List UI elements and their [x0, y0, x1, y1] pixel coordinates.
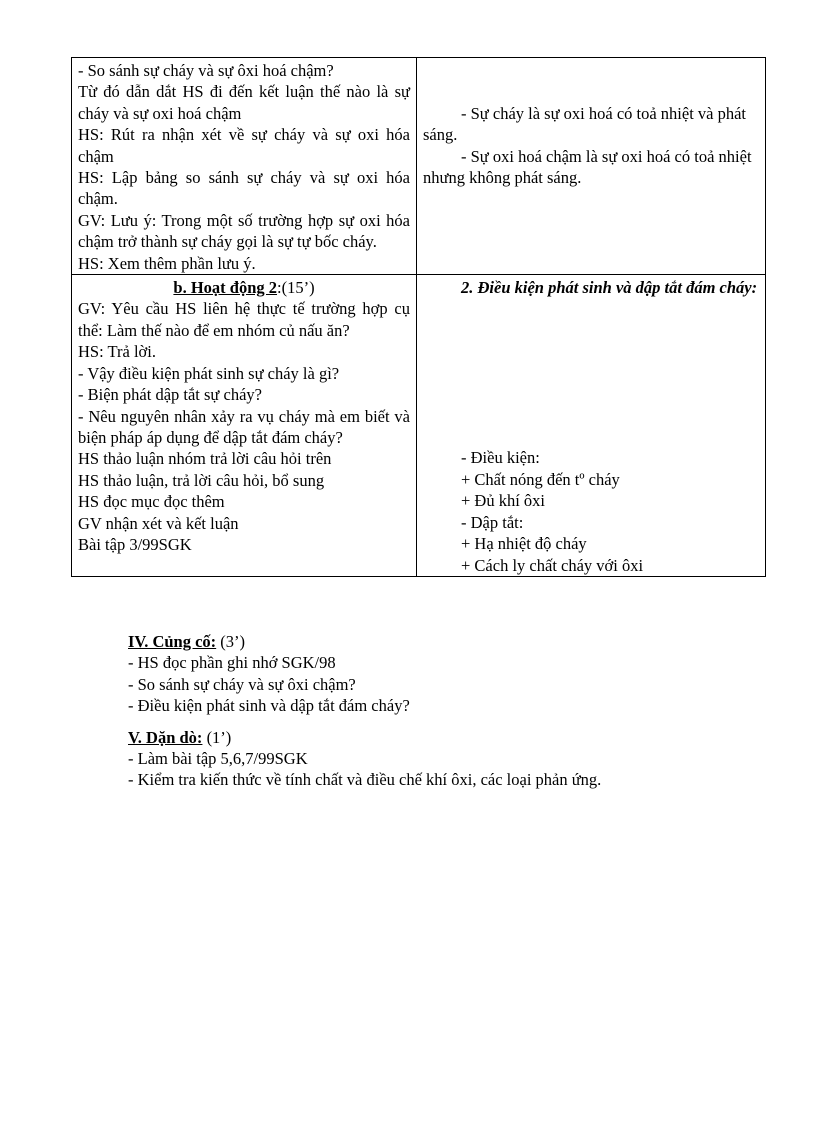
- content-cell: [417, 275, 766, 577]
- section-heading-label: V. Dặn dò:: [128, 727, 203, 747]
- content-cell: [417, 58, 766, 275]
- activity-line: - Nêu nguyên nhân xảy ra vụ cháy mà em biết và biện pháp áp dụng để dập tắt đám cháy?: [78, 406, 410, 447]
- content-line: - Sự cháy là sự oxi hoá có toả nhiệt và phát sáng.: [423, 104, 747, 145]
- content-line: - Điều kiện:: [461, 448, 540, 468]
- activity-line: - So sánh sự cháy và sự ôxi hoá chậm?: [78, 61, 334, 80]
- content-line: + Hạ nhiệt độ cháy: [461, 534, 587, 554]
- activity-line: HS: Rút ra nhận xét về sự cháy và sự oxi hóa chậm: [78, 125, 410, 166]
- lesson-table: [71, 57, 766, 577]
- activity-line: HS: Lập bảng so sánh sự cháy và sự oxi hóa chậm.: [78, 168, 410, 209]
- list-item: - So sánh sự cháy và sự ôxi chậm?: [128, 674, 356, 694]
- teacher-student-activity-cell: [72, 58, 417, 275]
- activity-line: HS: Trả lời.: [78, 342, 156, 362]
- content-line: - Sự oxi hoá chậm là sự oxi hoá có toả nhiệt nhưng không phát sáng.: [423, 146, 752, 188]
- section-heading-time: (3’): [216, 632, 246, 651]
- section-heading-time: (1’): [202, 727, 232, 747]
- activity-line: - Vậy điều kiện phát sinh sự cháy là gì?: [78, 363, 340, 383]
- activity-line: GV nhận xét và kết luận: [78, 513, 239, 533]
- list-item: - HS đọc phần ghi nhớ SGK/98: [128, 653, 336, 673]
- list-item: - Làm bài tập 5,6,7/99SGK: [128, 749, 308, 769]
- content-heading: 2. Điều kiện phát sinh và dập tắt đám cháy:: [461, 278, 758, 298]
- content-line: + Đủ khí ôxi: [461, 491, 546, 511]
- table-row: [72, 58, 766, 275]
- table-row: [72, 275, 766, 577]
- activity-heading: [78, 277, 410, 298]
- activity-line: HS đọc mục đọc thêm: [78, 492, 225, 512]
- activity-heading-label: b. Hoạt động 2: [173, 278, 278, 298]
- activity-line: HS thảo luận, trả lời câu hỏi, bổ sung: [78, 470, 325, 490]
- content-line: + Cách ly chất cháy với ôxi: [461, 555, 644, 575]
- closing-sections: [128, 631, 748, 791]
- section-heading-consolidation: [128, 631, 748, 652]
- section-heading-label: IV. Củng cố:: [128, 632, 217, 651]
- list-item: - Điều kiện phát sinh và dập tắt đám cháy?: [128, 696, 410, 716]
- spacer: [423, 298, 759, 447]
- section-heading-homework: [128, 727, 748, 748]
- spacer: [423, 60, 759, 103]
- list-item: - Kiểm tra kiến thức về tính chất và điều chế khí ôxi, các loại phản ứng.: [128, 770, 602, 790]
- activity-line: GV: Lưu ý: Trong một số trường hợp sự oxi hóa chậm trở thành sự cháy gọi là sự tự bốc cháy.: [78, 210, 410, 252]
- activity-line: Bài tập 3/99SGK: [78, 534, 192, 554]
- activity-heading-time: :(15’): [277, 278, 315, 298]
- activity-line: HS thảo luận nhóm trả lời câu hỏi trên: [78, 449, 332, 469]
- activity-line: - Biện phát dập tắt sự cháy?: [78, 385, 262, 405]
- activity-line: HS: Xem thêm phần lưu ý.: [78, 253, 256, 273]
- activity-line: GV: Yêu cầu HS liên hệ thực tế trường hợp cụ thể: Làm thế nào để em nhóm củ nấu ăn?: [78, 299, 410, 340]
- content-line: + Chất nóng đến tº cháy: [461, 469, 620, 489]
- activity-line: Từ đó dẫn dắt HS đi đến kết luận thế nào là sự cháy và sự oxi hoá chậm: [78, 82, 410, 123]
- teacher-student-activity-cell: [72, 275, 417, 577]
- content-line: - Dập tắt:: [461, 512, 524, 532]
